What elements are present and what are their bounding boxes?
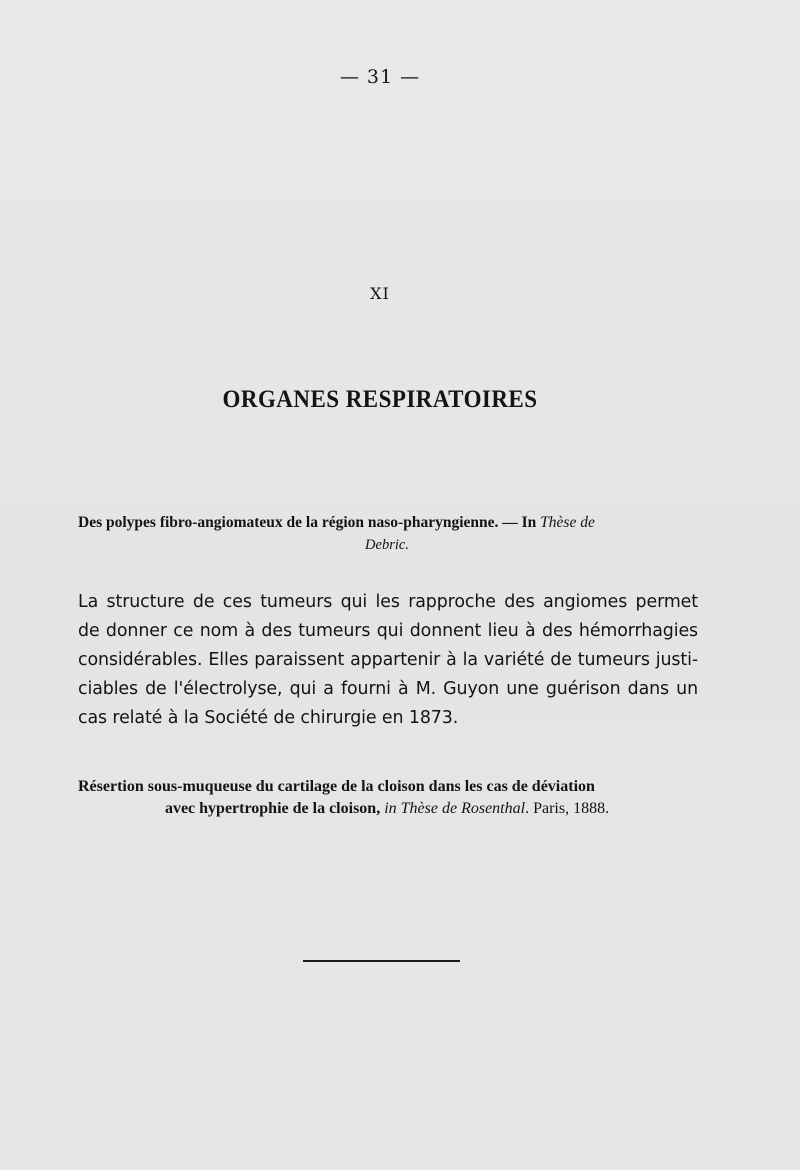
reference-source: Thèse de bbox=[540, 514, 595, 531]
paragraph-line: La structure de ces tumeurs qui les rapproche des angiomes permet bbox=[78, 592, 698, 612]
page-number: — 31 — bbox=[339, 66, 421, 88]
section-title: ORGANES RESPIRATOIRES bbox=[222, 386, 538, 413]
paragraph-line: ciables de l'électrolyse, qui a fourni à M. Guyon une guérison dans un bbox=[78, 679, 698, 699]
reference-source: in Thèse de Rosenthal bbox=[384, 800, 526, 817]
paragraph-line: de donner ce nom à des tumeurs qui donnent lieu à des hémorrhagies bbox=[78, 621, 698, 641]
paragraph-line: cas relaté à la Société de chirurgie en 1873. bbox=[78, 708, 459, 728]
reference-place-year: . Paris, 1888. bbox=[525, 800, 610, 817]
section-divider bbox=[303, 960, 460, 962]
reference-title-line2 bbox=[78, 798, 696, 820]
section-number: XI bbox=[370, 284, 390, 303]
body-paragraph bbox=[78, 588, 698, 733]
paragraph-line: considérables. Elles paraissent appartenir à la variété de tumeurs justi- bbox=[78, 650, 698, 670]
reference-source-author: Debric. bbox=[365, 537, 409, 553]
reference-title-end: avec hypertrophie de la cloison, bbox=[164, 800, 385, 817]
reference-line bbox=[78, 512, 696, 534]
reference-resertion-sous-muqueuse bbox=[78, 776, 696, 820]
reference-title: Des polypes fibro-angiomateux de la région naso-pharyngienne. — In bbox=[78, 514, 541, 531]
reference-fibro-angiomateux bbox=[78, 512, 696, 556]
reference-title-line1: Résertion sous-muqueuse du cartilage de la cloison dans les cas de déviation bbox=[78, 778, 595, 795]
